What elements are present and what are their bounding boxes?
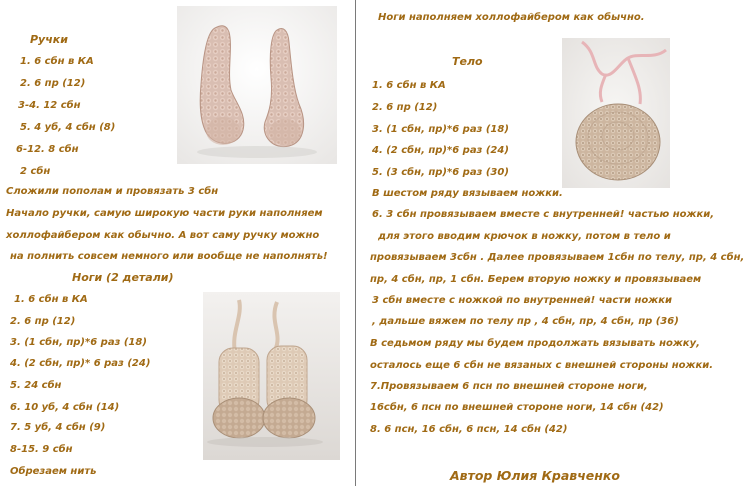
body-row: 4. (2 сбн, пр)*6 раз (24) bbox=[372, 145, 509, 156]
hands-note: холлофайбером как обычно. А вот саму ручку можно bbox=[6, 230, 320, 241]
hands-row: 2 сбн bbox=[20, 166, 51, 177]
body-row: В седьмом ряду мы будем продолжать вязывать ножку, bbox=[370, 338, 700, 349]
legs-row: 6. 10 уб, 4 сбн (14) bbox=[10, 402, 120, 413]
body-photo bbox=[562, 38, 670, 188]
legs-row: 1. 6 сбн в КА bbox=[14, 294, 88, 305]
legs-photo bbox=[203, 292, 340, 460]
right-foot bbox=[263, 398, 315, 438]
legs-row: 5. 24 сбн bbox=[10, 380, 62, 391]
legs-row: 7. 5 уб, 4 сбн (9) bbox=[10, 422, 106, 433]
author-credit: Автор Юлия Кравченко bbox=[450, 468, 620, 483]
legs-row: 2. 6 пр (12) bbox=[10, 316, 76, 327]
body-row: осталось еще 6 сбн не вязаных с внешней стороны ножки. bbox=[370, 360, 714, 371]
hands-row: 2. 6 пр (12) bbox=[20, 78, 86, 89]
body-row: 5. (3 сбн, пр)*6 раз (30) bbox=[372, 167, 509, 178]
body-row: пр, 4 сбн, пр, 1 сбн. Берем вторую ножку и провязываем bbox=[370, 274, 702, 285]
legs-row: 4. (2 сбн, пр)* 6 раз (24) bbox=[10, 358, 151, 369]
body-row: 3. (1 сбн, пр)*6 раз (18) bbox=[372, 124, 509, 135]
legs-row: 3. (1 сбн, пр)*6 раз (18) bbox=[10, 337, 147, 348]
body-row: 2. 6 пр (12) bbox=[372, 102, 438, 113]
hands-note: на полнить совсем немного или вообще не наполнять! bbox=[10, 251, 328, 262]
hands-row: 5. 4 уб, 4 сбн (8) bbox=[20, 122, 116, 133]
hands-row: 3-4. 12 сбн bbox=[18, 100, 81, 111]
body-row: 16сбн, 6 псн по внешней стороне ноги, 14 сбн (42) bbox=[370, 402, 664, 413]
body-row: В шестом ряду вязываем ножки. bbox=[372, 188, 563, 199]
left-foot bbox=[213, 398, 265, 438]
hands-title: Ручки bbox=[30, 33, 68, 46]
body-row: 6. 3 сбн провязываем вместе с внутренней! частью ножки, bbox=[372, 209, 715, 220]
body-row: 3 сбн вместе с ножкой по внутренней! части ножки bbox=[372, 295, 673, 306]
body-row: для этого вводим крючок в ножку, потом в тело и bbox=[378, 231, 671, 242]
legs-row: Обрезаем нить bbox=[10, 466, 97, 477]
page-divider bbox=[355, 0, 356, 486]
hands-row: 6-12. 8 сбн bbox=[16, 144, 79, 155]
body-row: 8. 6 псн, 16 сбн, 6 псн, 14 сбн (42) bbox=[370, 424, 568, 435]
legs-row: 8-15. 9 сбн bbox=[10, 444, 73, 455]
arms-photo bbox=[177, 6, 337, 164]
hands-row: 1. 6 сбн в КА bbox=[20, 56, 94, 67]
legs-title: Ноги (2 детали) bbox=[72, 271, 174, 284]
body-row: 7.Провязываем 6 псн по внешней стороне ноги, bbox=[370, 381, 648, 392]
hands-note: Сложили пополам и провязать 3 сбн bbox=[6, 186, 219, 197]
body-title: Тело bbox=[452, 55, 483, 68]
hands-note: Начало ручки, самую широкую части руки наполняем bbox=[6, 208, 323, 219]
body-row: , дальше вяжем по телу пр , 4 сбн, пр, 4 сбн, пр (36) bbox=[372, 316, 679, 327]
body-row: провязываем 3сбн . Далее провязываем 1сбн по телу, пр, 4 сбн, bbox=[370, 252, 744, 263]
body-illustration bbox=[562, 38, 670, 188]
legs-fill-note: Ноги наполняем холлофайбером как обычно. bbox=[378, 12, 645, 23]
arms-illustration bbox=[177, 6, 337, 164]
legs-illustration bbox=[203, 292, 340, 460]
body-row: 1. 6 сбн в КА bbox=[372, 80, 446, 91]
